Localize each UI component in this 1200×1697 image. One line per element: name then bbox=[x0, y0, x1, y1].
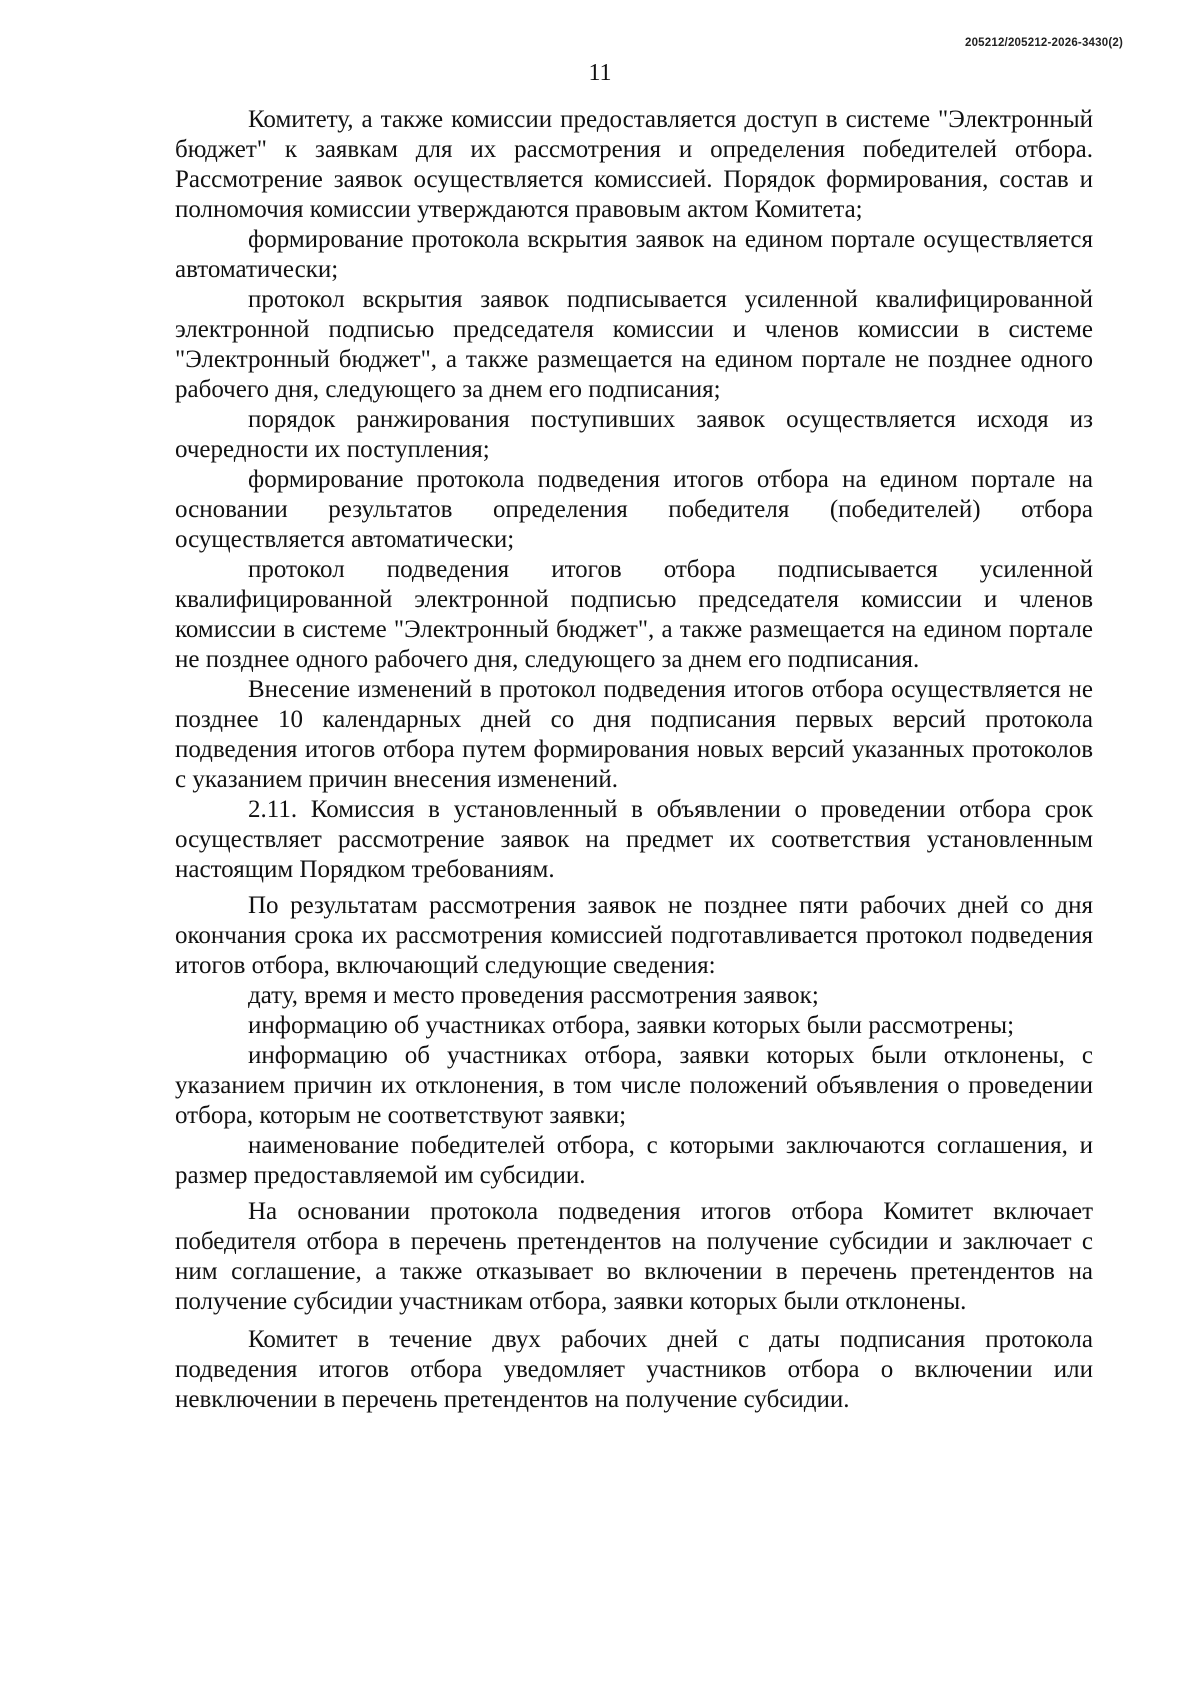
paragraph-section-2-11: 2.11. Комиссия в установленный в объявлении о проведении отбора срок осуществляет рассмотрение заявок на предмет их соответствия установленным настоящим Порядком требованиям. bbox=[175, 796, 1093, 883]
list-item-date-time-place: дату, время и место проведения рассмотрения заявок; bbox=[248, 982, 819, 1009]
document-id: 205212/205212-2026-3430(2) bbox=[964, 37, 1123, 49]
document-body bbox=[175, 105, 1093, 1415]
paragraph-results-protocol-formation: формирование протокола подведения итогов отбора на едином портале на основании результатов определения победителя (победителей) отбора осуществляется автоматически; bbox=[175, 466, 1093, 553]
paragraph-results-protocol-signing: протокол подведения итогов отбора подписывается усиленной квалифицированной электронной подписью председателя комиссии и членов комиссии в системе "Электронный бюджет", а также размещается на едином портале не позднее одного рабочего дня, следующего за днем его подписания. bbox=[175, 556, 1093, 673]
list-item-reviewed-participants: информацию об участниках отбора, заявки которых были рассмотрены; bbox=[248, 1012, 1015, 1039]
paragraph-participant-notification: Комитет в течение двух рабочих дней с даты подписания протокола подведения итогов отбора уведомляет участников отбора о включении или невключении в перечень претендентов на получение субсидии. bbox=[175, 1326, 1093, 1413]
paragraph-committee-inclusion: На основании протокола подведения итогов отбора Комитет включает победителя отбора в перечень претендентов на получение субсидии и заключает с ним соглашение, а также отказывает во включении в перечень претендентов на получение субсидии участникам отбора, заявки которых были отклонены. bbox=[175, 1198, 1093, 1315]
paragraph-ranking-order: порядок ранжирования поступивших заявок осуществляется исходя из очередности их поступления; bbox=[175, 406, 1093, 463]
paragraph-opening-protocol-formation: формирование протокола вскрытия заявок на едином портале осуществляется автоматически; bbox=[175, 226, 1093, 283]
paragraph-review-results: По результатам рассмотрения заявок не позднее пяти рабочих дней со дня окончания срока их рассмотрения комиссией подготавливается протокол подведения итогов отбора, включающий следующие сведения: bbox=[175, 892, 1093, 979]
paragraph-opening-protocol-signing: протокол вскрытия заявок подписывается усиленной квалифицированной электронной подписью председателя комиссии и членов комиссии в системе "Электронный бюджет", а также размещается на едином портале не позднее одного рабочего дня, следующего за днем его подписания; bbox=[175, 286, 1093, 403]
page-number: 11 bbox=[588, 60, 612, 86]
list-item-winners: наименование победителей отбора, с которыми заключаются соглашения, и размер предоставляемой им субсидии. bbox=[175, 1132, 1093, 1189]
paragraph-protocol-amendments: Внесение изменений в протокол подведения итогов отбора осуществляется не позднее 10 календарных дней со дня подписания первых версий протокола подведения итогов отбора путем формирования новых версий указанных протоколов с указанием причин внесения изменений. bbox=[175, 676, 1093, 793]
paragraph-committee-access: Комитету, а также комиссии предоставляется доступ в системе "Электронный бюджет" к заявкам для их рассмотрения и определения победителей отбора. Рассмотрение заявок осуществляется комиссией. Порядок формирования, состав и полномочия комиссии утверждаются правовым актом Комитета; bbox=[175, 106, 1093, 223]
list-item-rejected-participants: информацию об участниках отбора, заявки которых были отклонены, с указанием причин их отклонения, в том числе положений объявления о проведении отбора, которым не соответствуют заявки; bbox=[175, 1042, 1093, 1129]
